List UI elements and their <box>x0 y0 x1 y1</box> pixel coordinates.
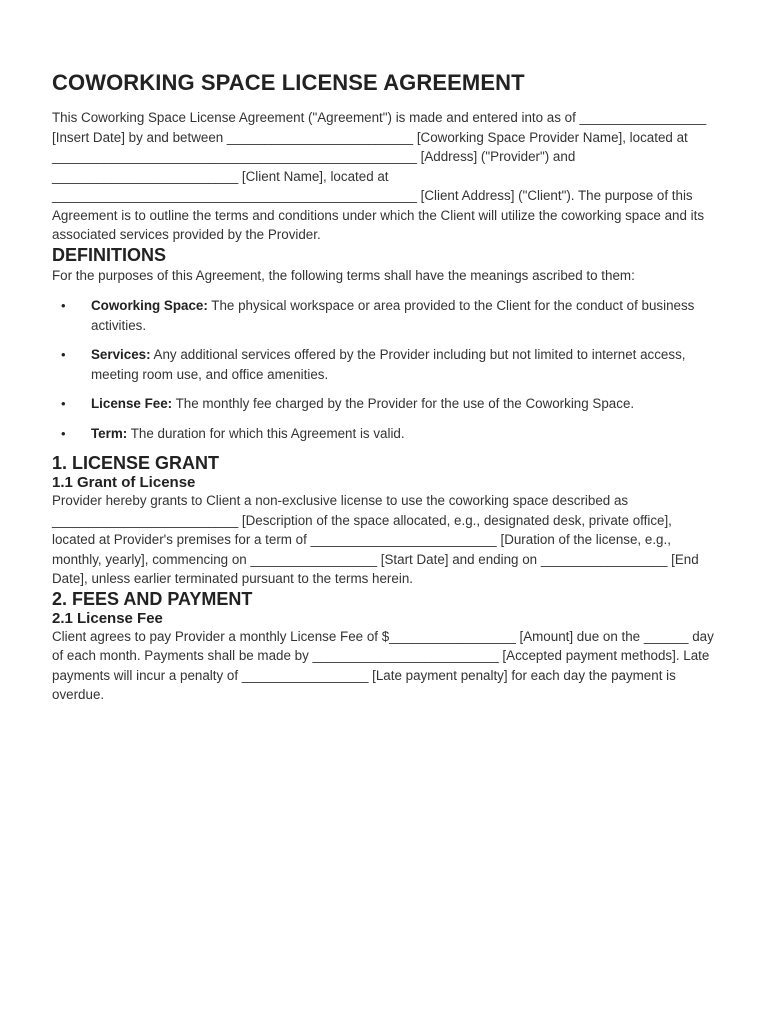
definitions-lead: For the purposes of this Agreement, the following terms shall have the meanings ascribed to them: <box>52 267 635 283</box>
definition-term: Term: <box>91 425 128 441</box>
definition-text: The physical workspace or area provided to the Client for the conduct of business activities. <box>91 298 695 333</box>
definition-term: Services: <box>91 347 151 362</box>
definition-text: The duration for which this Agreement is valid. <box>127 425 405 441</box>
bullet-icon: • <box>61 425 66 441</box>
definition-term: Coworking Space: <box>91 298 208 313</box>
section-1-1-heading: 1.1 Grant of License <box>52 474 196 491</box>
section-2-1-body: Client agrees to pay Provider a monthly License Fee of $_________________ [Amount] due on the ______ day of each month. Payments shall be made by _________________________ [Accepted payment methods]. Late payments will incur a penalty of _________________ [Late payment penalty] for each day the payment is overdue. <box>52 628 714 702</box>
intro-paragraph: This Coworking Space License Agreement ("Agreement") is made and entered into as of _________________ [Insert Date] by and between _________________________ [Coworking Space Provider Name], located at _________________________________________________ [Address] ("Provider") and _________________________ [Client Name], located at _________________________________________________ [Client Address] ("Client"). The purpose of this Agreement is to outline the terms and conditions under which the Client will utilize the coworking space and its associated services provided by the Provider. <box>52 110 707 242</box>
definition-item <box>52 394 718 414</box>
section-1-heading: 1. LICENSE GRANT <box>52 453 220 473</box>
definition-text: Any additional services offered by the Provider including but not limited to internet access, meeting room use, and office amenities. <box>91 347 686 382</box>
bullet-icon: • <box>61 298 66 313</box>
definitions-list <box>52 296 718 443</box>
bullet-icon: • <box>61 396 66 411</box>
document-title: COWORKING SPACE LICENSE AGREEMENT <box>52 70 525 95</box>
bullet-icon: • <box>61 347 66 362</box>
definition-text: The monthly fee charged by the Provider for the use of the Coworking Space. <box>172 396 635 411</box>
definition-item <box>52 296 718 335</box>
definition-item <box>52 424 718 444</box>
definitions-heading: DEFINITIONS <box>52 244 167 265</box>
definition-term: License Fee: <box>91 396 173 411</box>
section-2-1-heading: 2.1 License Fee <box>52 609 163 627</box>
definition-item <box>52 345 718 384</box>
section-1-1-body: Provider hereby grants to Client a non-exclusive license to use the coworking space described as _________________________ [Description of the space allocated, e.g., designated desk, private office], located at Provider's premises for a term of _________________________ [Duration of the license, e.g., monthly, yearly], commencing on _________________ [Start Date] and ending on _________________ [End Date], unless earlier terminated pursuant to the terms herein. <box>52 493 699 586</box>
section-2-heading: 2. FEES AND PAYMENT <box>52 588 253 609</box>
